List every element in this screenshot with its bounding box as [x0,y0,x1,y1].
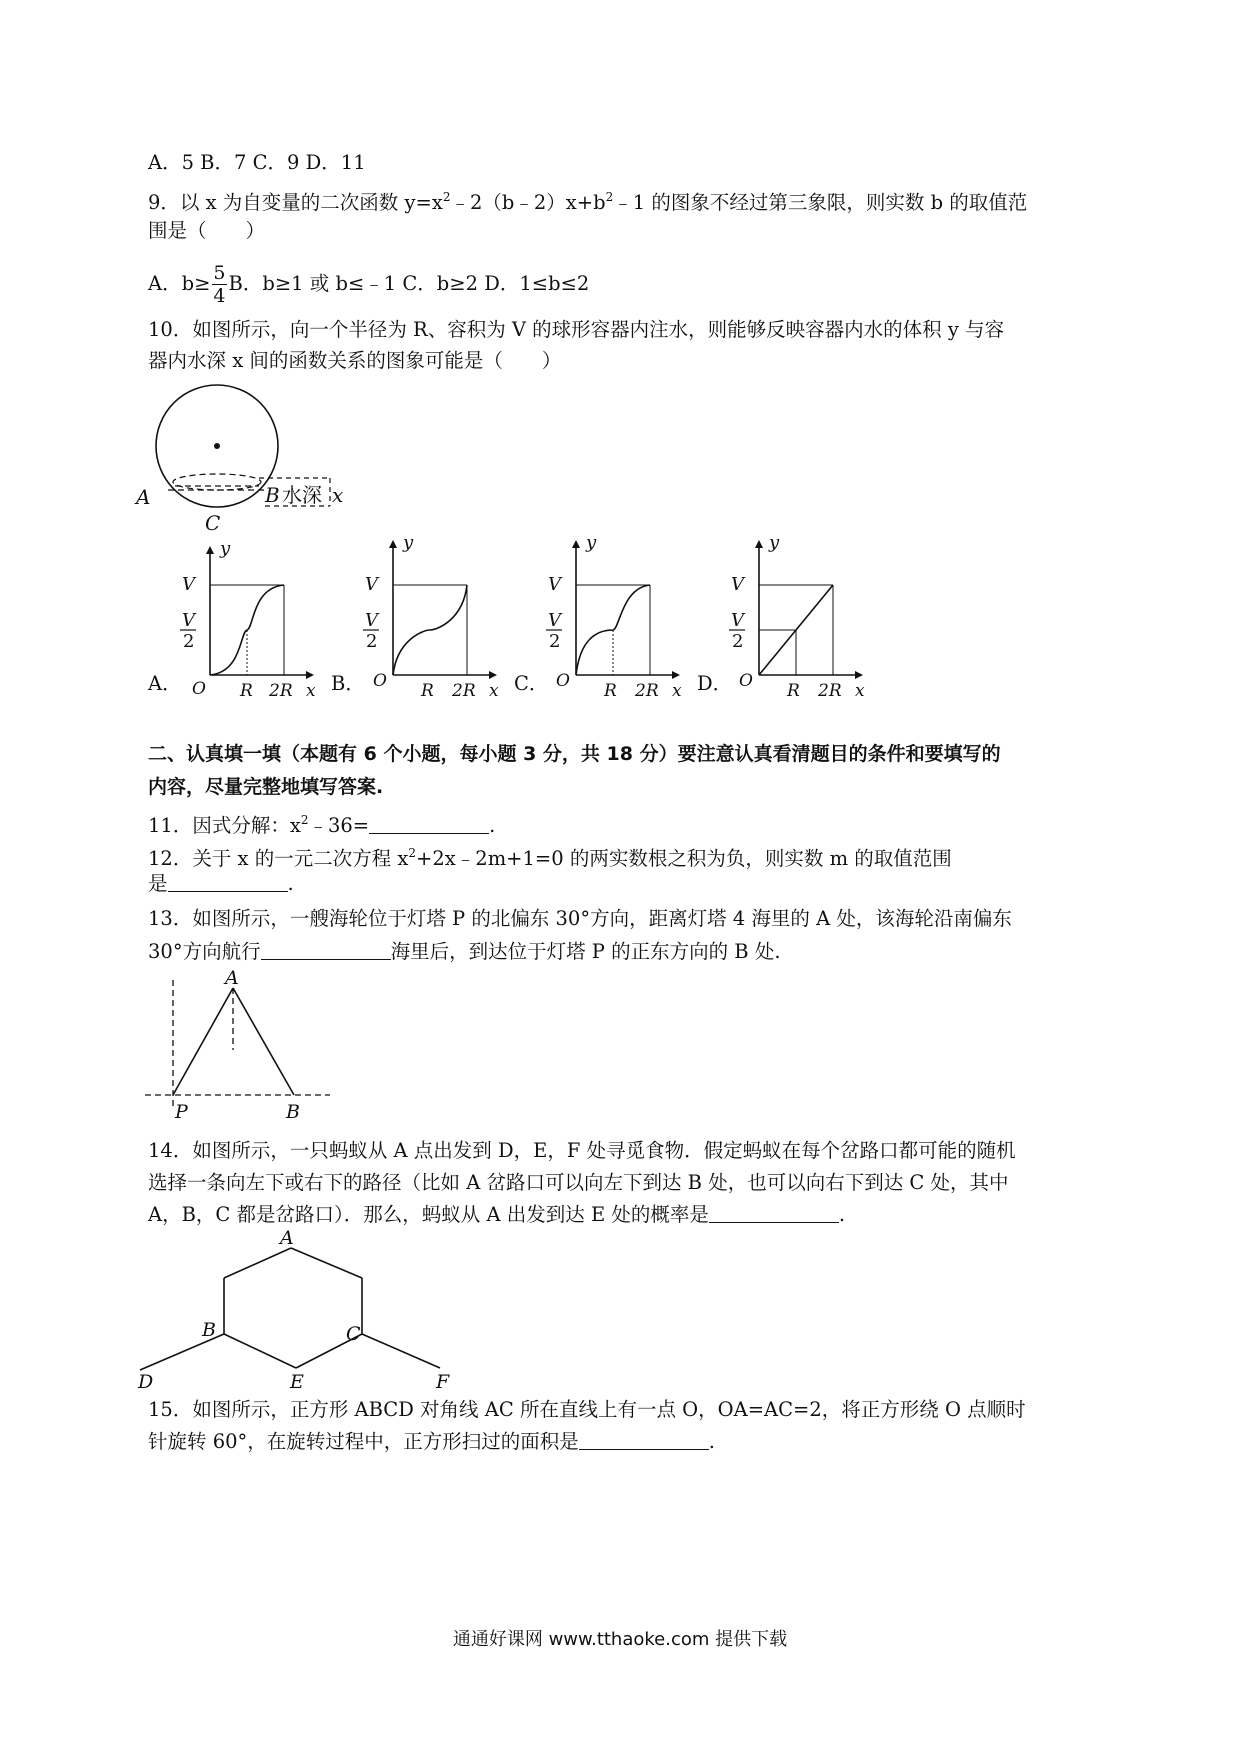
q13-label-B: B [286,1101,300,1123]
q12-line2 [148,871,294,897]
q10-graph-A [180,538,330,701]
q10-graph-D-R-label: R [787,681,800,701]
q10-graph-A-halfV-num: V [182,610,195,631]
q10-option-C: C． [514,672,549,695]
q10-graph-C-y-label: y [586,532,597,553]
q14-label-D: D [138,1371,154,1393]
q9-text-b: ﹣2（b﹣2）x+b [450,191,606,214]
q14-line3-text: A，B，C 都是岔路口）．那么，蚂蚁从 A 出发到达 E 处的概率是 [148,1203,709,1226]
q11-answer-blank[interactable] [369,813,489,834]
q14-line2: 选择一条向左下或右下的路径（比如 A 岔路口可以向左下到达 B 处，也可以向右下到达 C 处，其中 [148,1171,1009,1194]
q13-line2 [148,939,781,965]
q15-line1: 15．如图所示，正方形 ABCD 对角线 AC 所在直线上有一点 O，OA=AC=2，将正方形绕 O 点顺时 [148,1398,1026,1421]
q9-opt-prefix: A．b≥ [148,272,211,295]
q12-end: . [287,872,294,895]
q9-frac-den: 4 [213,285,226,307]
q14-label-B: B [202,1319,216,1341]
q10-graph-D-origin: O [739,671,753,691]
q10-graph-C-2R-label: 2R [635,681,659,701]
q9-stem-line1 [148,184,1027,216]
q12-line1 [148,840,952,872]
section2-heading-line2: 内容，尽量完整地填写答案. [148,776,384,798]
q13-label-A: A [225,967,239,989]
q10-graph-C-halfV-num: V [548,610,561,631]
q10-graph-B-origin: O [373,671,387,691]
q14-label-F: F [436,1371,450,1393]
q9-options [148,262,589,307]
q10-graph-D-x-label: x [855,681,865,701]
q10-graph-C-origin: O [556,671,570,691]
q15-line2 [148,1429,715,1455]
q9-sup1: 2 [442,190,451,204]
q10-graph-D-halfV-den: 2 [732,631,744,652]
q10-label-B: B [265,483,280,507]
q11 [148,807,495,839]
q10-label-C: C [205,511,221,535]
q10-graph-B-x-label: x [489,681,499,701]
page-footer: 通通好课网 www.tthaoke.com 提供下载 [452,1629,788,1650]
q13-line1: 13．如图所示，一艘海轮位于灯塔 P 的北偏东 30°方向，距离灯塔 4 海里的 A 处，该海轮沿南偏东 [148,907,1012,930]
q12-answer-blank[interactable] [168,871,288,892]
q10-graph-C-V-label: V [548,574,561,595]
section2-heading-line1: 二、认真填一填（本题有 6 个小题，每小题 3 分，共 18 分）要注意认真看清题目的条件和要填写的 [148,743,1001,765]
q14-label-A: A [280,1227,294,1249]
q10-graph-C-R-label: R [604,681,617,701]
q15-answer-blank[interactable] [579,1429,709,1450]
q11-text-a: 11．因式分解：x [148,814,301,837]
q10-graph-C-x-label: x [672,681,682,701]
q10-option-A: A． [148,672,182,695]
q13-line2-a: 30°方向航行 [148,940,261,963]
q14-end: . [838,1203,846,1226]
q10-graph-D [729,532,879,701]
q14-label-C: C [346,1323,361,1345]
q10-graph-D-halfV-num: V [731,610,744,631]
q9-text-a: 9．以 x 为自变量的二次函数 y=x [148,191,443,214]
q10-stem-line1: 10．如图所示，向一个半径为 R、容积为 V 的球形容器内注水，则能够反映容器内水的体积 y 与容 [148,318,1005,341]
q9-opt-rest: B．b≥1 或 b≤﹣1 C．b≥2 D．1≤b≤2 [228,272,590,295]
q10-graph-A-x-label: x [306,681,316,701]
q8-options: A．5 B．7 C．9 D．11 [148,151,366,174]
q14-figure [138,1227,470,1393]
q9-sup2: 2 [605,190,614,204]
q9-frac-num: 5 [213,262,226,284]
q10-label-water: 水深 [282,483,322,507]
q9-fraction [212,262,226,307]
q14-line3 [148,1202,845,1228]
q9-stem-line2: 围是（ ） [148,219,266,242]
q10-sphere-figure [136,378,360,535]
q11-end: . [489,814,496,837]
q10-label-x: x [332,483,344,507]
q12-text-a: 12．关于 x 的一元二次方程 x [148,847,409,870]
q11-text-b: ﹣36= [308,814,370,837]
q14-line1: 14．如图所示，一只蚂蚁从 A 点出发到 D，E，F 处寻觅食物．假定蚂蚁在每个岔路口都可能的随机 [148,1139,1016,1162]
q10-graph-B-y-label: y [403,532,414,553]
q10-graph-A-y-label: y [220,538,231,559]
q9-text-c: ﹣1 的图象不经过第三象限，则实数 b 的取值范 [613,191,1028,214]
q10-stem-line2: 器内水深 x 间的函数关系的图象可能是（ ） [148,349,562,372]
q10-option-B: B． [331,672,365,695]
q10-graph-A-2R-label: 2R [269,681,293,701]
q10-graph-A-origin: O [192,679,206,699]
q10-graph-B-2R-label: 2R [452,681,476,701]
q10-label-A: A [136,485,151,509]
q10-graph-D-2R-label: 2R [818,681,842,701]
q10-graph-C [546,532,696,701]
q10-graph-B [363,532,513,701]
q10-graph-C-halfV-den: 2 [549,631,561,652]
q14-answer-blank[interactable] [709,1202,839,1223]
q12-line2-text: 是 [148,872,168,895]
q10-graph-B-halfV-den: 2 [366,631,378,652]
q10-graph-B-halfV-num: V [365,610,378,631]
q12-text-b: +2x﹣2m+1=0 的两实数根之积为负，则实数 m 的取值范围 [416,847,952,870]
q12-sup: 2 [408,846,417,860]
q10-graph-B-R-label: R [421,681,434,701]
q10-graph-B-V-label: V [365,574,378,595]
q10-graph-A-halfV-den: 2 [183,631,195,652]
q10-graph-A-V-label: V [182,574,195,595]
q15-line2-text: 针旋转 60°，在旋转过程中，正方形扫过的面积是 [148,1430,579,1453]
q13-figure [145,967,345,1123]
q15-end: . [708,1430,715,1453]
q10-graph-A-R-label: R [240,681,253,701]
q13-line2-b: 海里后，到达位于灯塔 P 的正东方向的 B 处. [390,940,781,963]
q13-answer-blank[interactable] [261,939,391,960]
q10-graph-D-V-label: V [731,574,744,595]
q13-label-P: P [175,1101,188,1123]
q10-graph-D-y-label: y [769,532,780,553]
q10-option-D: D． [697,672,733,695]
q11-sup: 2 [300,813,309,827]
q14-label-E: E [290,1371,304,1393]
